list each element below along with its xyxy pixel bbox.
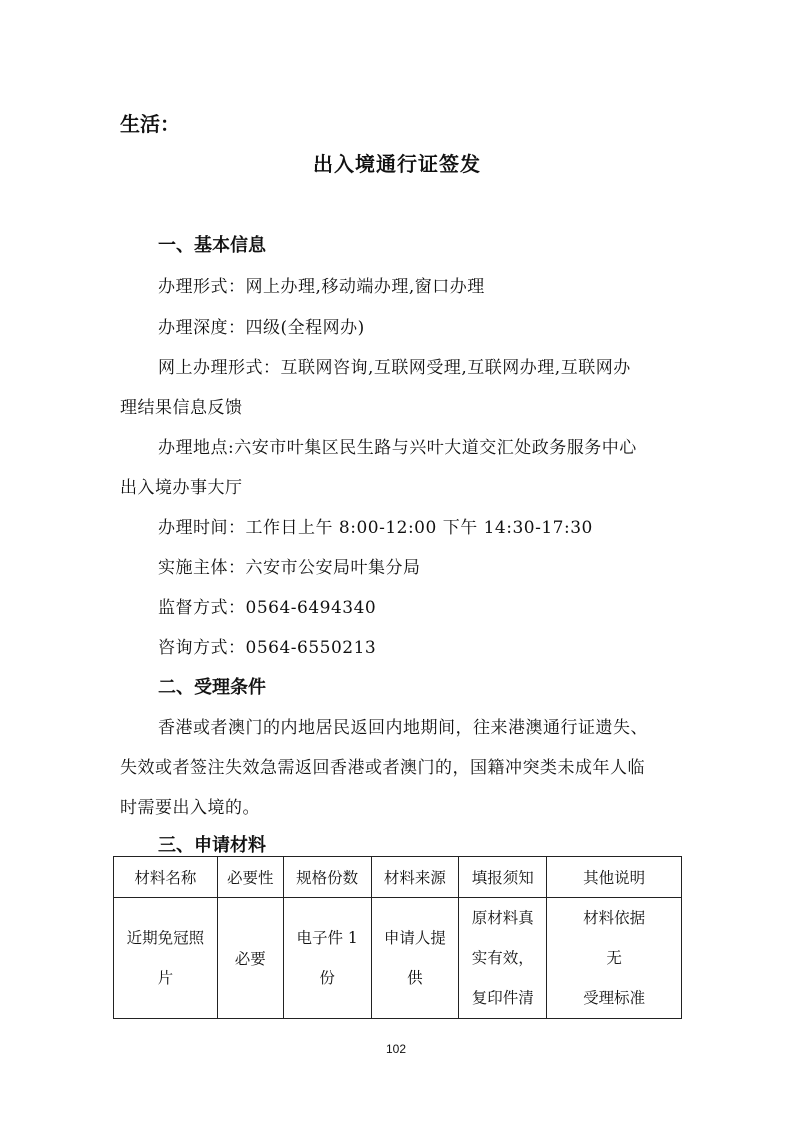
cell-text: 原材料真	[471, 909, 534, 927]
header-notes: 填报须知	[459, 857, 547, 898]
conditions-heading: 二、受理条件	[158, 677, 266, 698]
header-source: 材料来源	[371, 857, 459, 898]
cell-other	[547, 898, 682, 1019]
materials-table	[113, 856, 682, 1019]
handling-depth-line: 办理深度：四级(全程网办)	[158, 318, 365, 338]
cell-source	[371, 898, 459, 1019]
location-line-cont: 出入境办事大厅	[120, 478, 243, 498]
header-other: 其他说明	[547, 857, 682, 898]
online-form-line-cont: 理结果信息反馈	[120, 398, 243, 418]
cell-text: 供	[407, 969, 423, 987]
header-necessity: 必要性	[217, 857, 283, 898]
cell-text: 申请人提	[383, 929, 446, 947]
cell-text: 材料依据	[583, 909, 646, 927]
cell-text: 片	[157, 969, 174, 987]
hours-line: 办理时间：工作日上午 8:00-12:00 下午 14:30-17:30	[158, 518, 593, 538]
cell-text: 必要	[234, 950, 266, 968]
location-line: 办理地点:六安市叶集区民生路与兴叶大道交汇处政务服务中心	[158, 438, 637, 458]
page-number: 102	[386, 1042, 407, 1056]
conditions-line-2: 失效或者签注失效急需返回香港或者澳门的，国籍冲突类未成年人临	[120, 758, 645, 778]
cell-text: 电子件 1	[296, 929, 358, 947]
cell-text: 份	[319, 969, 335, 987]
section-heading-life: 生活：	[120, 112, 180, 136]
supervision-line: 监督方式：0564-6494340	[158, 598, 377, 618]
cell-text: 受理标准	[583, 989, 646, 1007]
cell-text: 近期免冠照	[126, 929, 205, 947]
handling-form-line: 办理形式：网上办理,移动端办理,窗口办理	[158, 277, 485, 297]
cell-text: 无	[606, 949, 622, 967]
header-spec: 规格份数	[283, 857, 371, 898]
consultation-line: 咨询方式：0564-6550213	[158, 638, 377, 658]
online-form-line: 网上办理形式：互联网咨询,互联网受理,互联网办理,互联网办	[158, 358, 631, 378]
table-row	[114, 898, 682, 1019]
conditions-line-1: 香港或者澳门的内地居民返回内地期间，往来港澳通行证遗失、	[158, 718, 648, 738]
implementing-body-line: 实施主体：六安市公安局叶集分局	[158, 558, 421, 578]
header-material-name: 材料名称	[114, 857, 218, 898]
cell-notes	[459, 898, 547, 1019]
cell-text: 实有效，	[471, 949, 534, 967]
cell-spec	[283, 898, 371, 1019]
materials-table-header	[114, 857, 682, 898]
cell-necessity	[217, 898, 283, 1019]
basic-info-heading: 一、基本信息	[158, 235, 266, 256]
conditions-line-3: 时需要出入境的。	[120, 798, 260, 818]
page-title: 出入境通行证签发	[313, 152, 481, 176]
cell-material-name	[114, 898, 218, 1019]
materials-heading: 三、申请材料	[158, 835, 266, 856]
cell-text: 复印件清	[471, 989, 534, 1007]
